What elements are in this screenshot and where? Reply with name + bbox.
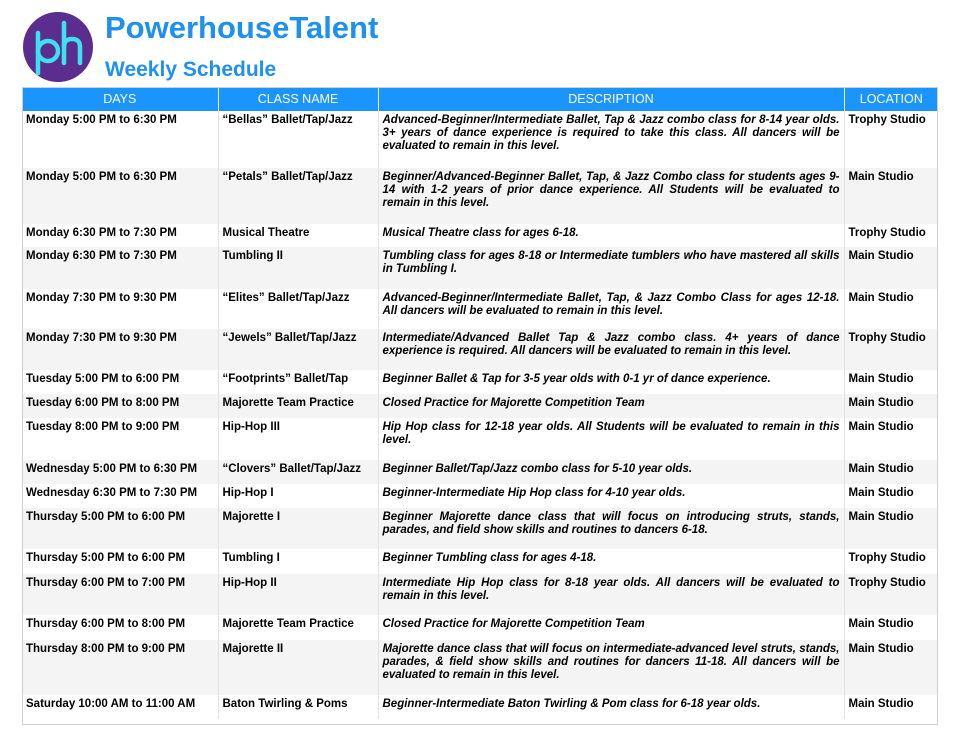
table-row — [22, 224, 938, 247]
day-cell: Monday 5:00 PM to 6:30 PM — [22, 111, 218, 168]
description-cell: Beginner-Intermediate Baton Twirling & Pom class for 6-18 year olds. — [378, 695, 844, 719]
location-cell: Trophy Studio — [848, 227, 926, 239]
description-cell: Closed Practice for Majorette Competition Team — [378, 394, 844, 418]
column-header-class-name: CLASS NAME — [218, 87, 378, 111]
location-cell: Main Studio — [848, 373, 914, 385]
location-cell: Trophy Studio — [844, 329, 938, 370]
schedule-table — [22, 87, 938, 719]
location-cell: Main Studio — [848, 421, 914, 433]
class-name-cell: Majorette Team Practice — [218, 615, 378, 640]
description-cell: Beginner/Advanced-Beginner Ballet, Tap, & Jazz Combo class for students ages 9-14 with 1-2 years of prior dance experience. All Students will be evaluated to remain in this level. — [378, 168, 844, 224]
class-name-cell: Baton Twirling & Poms — [218, 695, 378, 719]
day-cell: Thursday 5:00 PM to 6:00 PM — [22, 508, 218, 549]
table-row — [22, 370, 938, 394]
class-name-cell: Hip-Hop I — [218, 484, 378, 508]
class-name-cell: Majorette Team Practice — [218, 394, 378, 418]
table-row — [22, 168, 938, 224]
location-cell: Main Studio — [844, 460, 938, 484]
table-row — [22, 508, 938, 549]
description-cell: Beginner Ballet/Tap/Jazz combo class for 5-10 year olds. — [378, 460, 844, 484]
description-cell: Beginner-Intermediate Hip Hop class for 4-10 year olds. — [378, 484, 844, 508]
description-cell: Beginner Ballet & Tap for 3-5 year olds with 0-1 yr of dance experience. — [378, 370, 844, 394]
class-name-cell: Majorette I — [218, 508, 378, 549]
column-header-description: DESCRIPTION — [378, 87, 844, 111]
day-cell: Wednesday 5:00 PM to 6:30 PM — [22, 460, 218, 484]
table-row — [22, 695, 938, 719]
location-cell: Trophy Studio — [844, 574, 938, 615]
table-row — [22, 640, 938, 695]
description-cell: Intermediate/Advanced Ballet Tap & Jazz combo class. 4+ years of dance experience is required. All dancers will be evaluated to remain in this level. — [378, 329, 844, 370]
table-row — [22, 394, 938, 418]
description-cell: Tumbling class for ages 8-18 or Intermediate tumblers who have mastered all skills in Tumbling I. — [378, 247, 844, 289]
table-row — [22, 549, 938, 574]
powerhouse-logo — [22, 11, 94, 83]
day-cell: Thursday 5:00 PM to 6:00 PM — [22, 549, 218, 574]
class-name-cell: Tumbling I — [218, 549, 378, 574]
location-cell: Main Studio — [844, 247, 938, 289]
day-cell: Tuesday 8:00 PM to 9:00 PM — [22, 418, 218, 460]
description-cell: Advanced-Beginner/Intermediate Ballet, Tap & Jazz combo class for 8-14 year olds. 3+ years of dance experience is required to take this class. All dancers will be evaluated to remain in this level. — [378, 111, 844, 168]
location-cell: Main Studio — [844, 508, 938, 549]
day-cell: Tuesday 6:00 PM to 8:00 PM — [22, 394, 218, 418]
table-row — [22, 111, 938, 168]
table-row — [22, 247, 938, 289]
day-cell: Thursday 6:00 PM to 8:00 PM — [22, 615, 218, 640]
table-row — [22, 615, 938, 640]
table-row — [22, 484, 938, 508]
location-cell: Main Studio — [844, 168, 938, 224]
class-name-cell: “Elites” Ballet/Tap/Jazz — [218, 289, 378, 329]
table-row — [22, 418, 938, 460]
description-cell: Advanced-Beginner/Intermediate Ballet, Tap, & Jazz Combo Class for ages 12-18. All dancers will be evaluated to remain in this level. — [378, 289, 844, 329]
description-cell: Majorette dance class that will focus on intermediate-advanced level struts, stands, parades, & field show skills and routines for dancers 11-18. All dancers will be evaluated to remain in this level. — [378, 640, 844, 695]
description-cell: Closed Practice for Majorette Competition Team — [378, 615, 844, 640]
page-subtitle: Weekly Schedule — [105, 58, 277, 81]
table-header-row — [22, 87, 938, 111]
class-name-cell: Tumbling II — [218, 247, 378, 289]
location-cell: Main Studio — [844, 394, 938, 418]
day-cell: Thursday 6:00 PM to 7:00 PM — [22, 574, 218, 615]
table-row — [22, 574, 938, 615]
day-cell: Monday 6:30 PM to 7:30 PM — [22, 224, 218, 247]
class-name-cell: “Jewels” Ballet/Tap/Jazz — [218, 329, 378, 370]
class-name-cell: “Footprints” Ballet/Tap — [218, 370, 378, 394]
location-cell: Trophy Studio — [848, 552, 926, 564]
day-cell: Tuesday 5:00 PM to 6:00 PM — [22, 370, 218, 394]
class-name-cell: Musical Theatre — [218, 224, 378, 247]
location-cell: Main Studio — [848, 698, 914, 710]
column-header-days: DAYS — [22, 87, 218, 111]
class-name-cell: “Bellas” Ballet/Tap/Jazz — [218, 111, 378, 168]
description-cell: Hip Hop class for 12-18 year olds. All Students will be evaluated to remain in this level. — [378, 418, 844, 460]
description-cell: Intermediate Hip Hop class for 8-18 year olds. All dancers will be evaluated to remain in this level. — [378, 574, 844, 615]
location-cell: Trophy Studio — [848, 114, 926, 126]
day-cell: Monday 5:00 PM to 6:30 PM — [22, 168, 218, 224]
class-name-cell: “Petals” Ballet/Tap/Jazz — [218, 168, 378, 224]
day-cell: Monday 7:30 PM to 9:30 PM — [22, 289, 218, 329]
class-name-cell: Hip-Hop II — [218, 574, 378, 615]
class-name-cell: Majorette II — [218, 640, 378, 695]
description-cell: Musical Theatre class for ages 6-18. — [378, 224, 844, 247]
location-cell: Main Studio — [848, 487, 914, 499]
day-cell: Monday 6:30 PM to 7:30 PM — [22, 247, 218, 289]
day-cell: Thursday 8:00 PM to 9:00 PM — [22, 640, 218, 695]
description-cell: Beginner Majorette dance class that will focus on introducing struts, stands, parades, and field show skills and routines to dancers 6-18. — [378, 508, 844, 549]
day-cell: Monday 7:30 PM to 9:30 PM — [22, 329, 218, 370]
brand-title: PowerhouseTalent — [105, 10, 379, 45]
table-row — [22, 460, 938, 484]
class-name-cell: Hip-Hop III — [218, 418, 378, 460]
day-cell: Saturday 10:00 AM to 11:00 AM — [22, 695, 218, 719]
table-row — [22, 289, 938, 329]
day-cell: Wednesday 6:30 PM to 7:30 PM — [22, 484, 218, 508]
description-cell: Beginner Tumbling class for ages 4-18. — [378, 549, 844, 574]
column-header-location: LOCATION — [844, 87, 938, 111]
table-row — [22, 329, 938, 370]
class-name-cell: “Clovers” Ballet/Tap/Jazz — [218, 460, 378, 484]
location-cell: Main Studio — [844, 640, 938, 695]
location-cell: Main Studio — [848, 618, 914, 630]
location-cell: Main Studio — [848, 292, 914, 304]
